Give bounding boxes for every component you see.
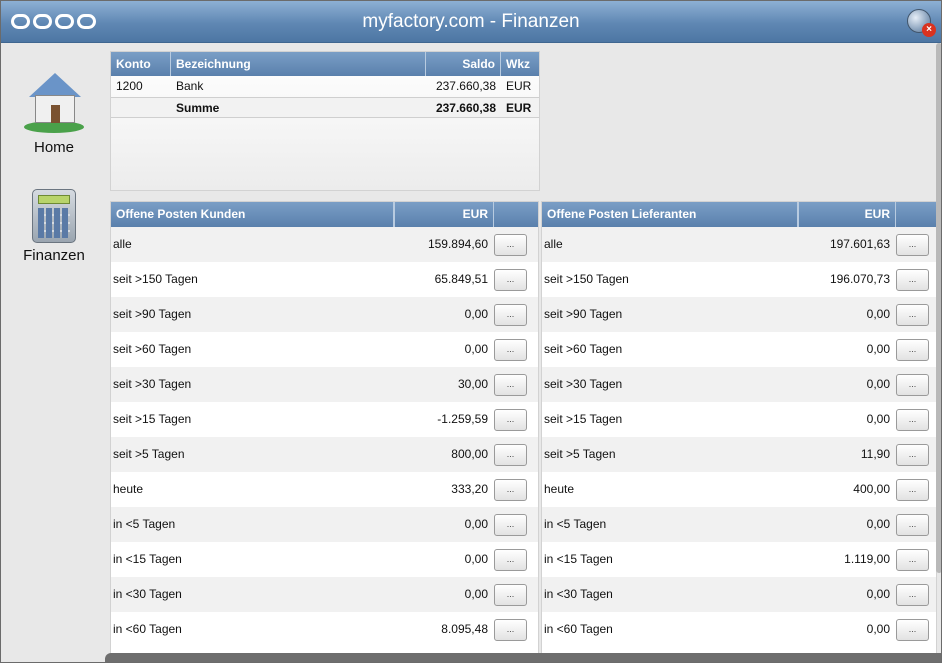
row-label: seit >150 Tagen (113, 272, 198, 286)
list-item (111, 262, 538, 297)
details-button[interactable]: ... (896, 584, 929, 606)
details-button[interactable]: ... (896, 374, 929, 396)
details-button[interactable]: ... (896, 514, 929, 536)
horizontal-scrollbar[interactable] (105, 653, 942, 663)
details-button[interactable]: ... (494, 619, 527, 641)
list-item (111, 612, 538, 647)
row-value: 65.849,51 (434, 272, 488, 286)
row-label: seit >5 Tagen (544, 447, 616, 461)
details-button[interactable]: ... (494, 374, 527, 396)
row-value: 0,00 (866, 587, 890, 601)
row-value: 0,00 (464, 587, 488, 601)
summe-saldo: 237.660,38 (435, 101, 496, 115)
details-button[interactable]: ... (494, 514, 527, 536)
calculator-icon (32, 189, 76, 243)
details-button[interactable]: ... (896, 444, 929, 466)
list-item (111, 507, 538, 542)
row-label: in <30 Tagen (544, 587, 613, 601)
list-item (542, 472, 936, 507)
row-value: 159.894,60 (427, 237, 488, 251)
list-item (111, 437, 538, 472)
list-item (542, 367, 936, 402)
row-label: alle (113, 237, 132, 251)
table-row[interactable] (111, 76, 539, 97)
list-item (111, 297, 538, 332)
row-value: 1.119,00 (844, 552, 890, 566)
row-label: seit >30 Tagen (113, 377, 192, 391)
row-label: heute (544, 482, 575, 496)
row-label: in <15 Tagen (113, 552, 182, 566)
sidebar-item-finanzen[interactable] (1, 189, 107, 264)
summe-wkz: EUR (506, 101, 532, 115)
column-header-saldo[interactable]: Saldo (426, 52, 501, 76)
bezeichnung-cell: Bank (176, 79, 204, 93)
list-item (542, 262, 936, 297)
list-item (111, 332, 538, 367)
list-item (111, 227, 538, 262)
details-button[interactable]: ... (494, 234, 527, 256)
column-header-wkz[interactable]: Wkz (506, 57, 530, 71)
vertical-scrollbar[interactable] (936, 43, 942, 573)
konto-table (110, 51, 540, 191)
row-value: 0,00 (464, 342, 488, 356)
wkz-cell: EUR (506, 79, 532, 93)
op-kunden-list (111, 227, 538, 647)
row-label: seit >15 Tagen (113, 412, 192, 426)
row-value: -1.259,59 (437, 412, 488, 426)
offene-posten-kunden (110, 201, 539, 663)
row-value: 0,00 (866, 412, 890, 426)
details-button[interactable]: ... (494, 339, 527, 361)
row-label: seit >90 Tagen (544, 307, 623, 321)
title-bar (1, 1, 941, 43)
details-button[interactable]: ... (896, 479, 929, 501)
details-button[interactable]: ... (494, 304, 527, 326)
list-item (542, 507, 936, 542)
details-button[interactable]: ... (896, 269, 929, 291)
row-label: in <15 Tagen (544, 552, 613, 566)
row-label: seit >90 Tagen (113, 307, 192, 321)
details-button[interactable]: ... (494, 409, 527, 431)
op-lieferanten-list (542, 227, 936, 647)
konto-cell: 1200 (116, 79, 143, 93)
row-value: 197.601,63 (829, 237, 890, 251)
list-item (111, 402, 538, 437)
details-button[interactable]: ... (896, 339, 929, 361)
row-value: 0,00 (866, 517, 890, 531)
column-header-bezeichnung[interactable]: Bezeichnung (171, 52, 426, 76)
details-button[interactable]: ... (896, 549, 929, 571)
list-item (542, 402, 936, 437)
list-item (542, 577, 936, 612)
row-value: 800,00 (451, 447, 488, 461)
row-label: seit >60 Tagen (544, 342, 623, 356)
row-label: in <5 Tagen (544, 517, 607, 531)
row-label: seit >15 Tagen (544, 412, 623, 426)
offene-posten-lieferanten (541, 201, 937, 663)
sidebar-item-label: Home (33, 139, 74, 156)
window-title: myfactory.com - Finanzen (362, 11, 580, 32)
row-label: in <60 Tagen (544, 622, 613, 636)
row-value: 0,00 (866, 622, 890, 636)
row-label: alle (544, 237, 563, 251)
row-value: 0,00 (866, 307, 890, 321)
details-button[interactable]: ... (896, 619, 929, 641)
row-value: 0,00 (464, 517, 488, 531)
summe-label: Summe (176, 101, 220, 115)
row-value: 0,00 (464, 552, 488, 566)
sidebar-item-label: Finanzen (23, 247, 85, 264)
list-item (542, 437, 936, 472)
sidebar (1, 43, 107, 663)
sidebar-item-home[interactable] (1, 73, 107, 156)
list-item (542, 227, 936, 262)
row-label: heute (113, 482, 144, 496)
details-button[interactable]: ... (494, 584, 527, 606)
op-kunden-header (111, 202, 538, 227)
op-lieferanten-currency: EUR (798, 202, 896, 227)
details-button[interactable]: ... (896, 234, 929, 256)
globe-close-icon[interactable] (907, 9, 931, 33)
konto-table-header (111, 52, 539, 76)
list-item (542, 297, 936, 332)
row-label: seit >30 Tagen (544, 377, 623, 391)
row-value: 30,00 (457, 377, 488, 391)
row-value: 0,00 (866, 377, 890, 391)
summe-row (111, 97, 539, 118)
saldo-cell: 237.660,38 (435, 79, 496, 93)
row-value: 196.070,73 (829, 272, 890, 286)
details-button[interactable]: ... (494, 444, 527, 466)
details-button[interactable]: ... (896, 304, 929, 326)
row-value: 0,00 (464, 307, 488, 321)
row-value: 11,90 (860, 447, 890, 461)
row-value: 333,20 (451, 482, 488, 496)
column-header-konto[interactable]: Konto (111, 52, 171, 76)
details-button[interactable]: ... (494, 269, 527, 291)
house-icon (24, 73, 84, 135)
list-item (542, 542, 936, 577)
row-label: seit >60 Tagen (113, 342, 192, 356)
list-item (111, 367, 538, 402)
row-label: seit >150 Tagen (544, 272, 629, 286)
row-value: 400,00 (853, 482, 890, 496)
row-value: 0,00 (866, 342, 890, 356)
details-button[interactable]: ... (494, 479, 527, 501)
row-label: in <5 Tagen (113, 517, 176, 531)
op-kunden-currency: EUR (394, 202, 494, 227)
op-lieferanten-title: Offene Posten Lieferanten (542, 202, 798, 227)
list-item (542, 612, 936, 647)
list-item (111, 577, 538, 612)
row-label: in <30 Tagen (113, 587, 182, 601)
list-item (111, 472, 538, 507)
list-item (111, 542, 538, 577)
list-item (542, 332, 936, 367)
details-button[interactable]: ... (494, 549, 527, 571)
close-icon: × (922, 23, 936, 37)
row-label: seit >5 Tagen (113, 447, 185, 461)
op-lieferanten-header (542, 202, 936, 227)
op-kunden-title: Offene Posten Kunden (111, 202, 394, 227)
row-label: in <60 Tagen (113, 622, 182, 636)
details-button[interactable]: ... (896, 409, 929, 431)
row-value: 8.095,48 (441, 622, 488, 636)
